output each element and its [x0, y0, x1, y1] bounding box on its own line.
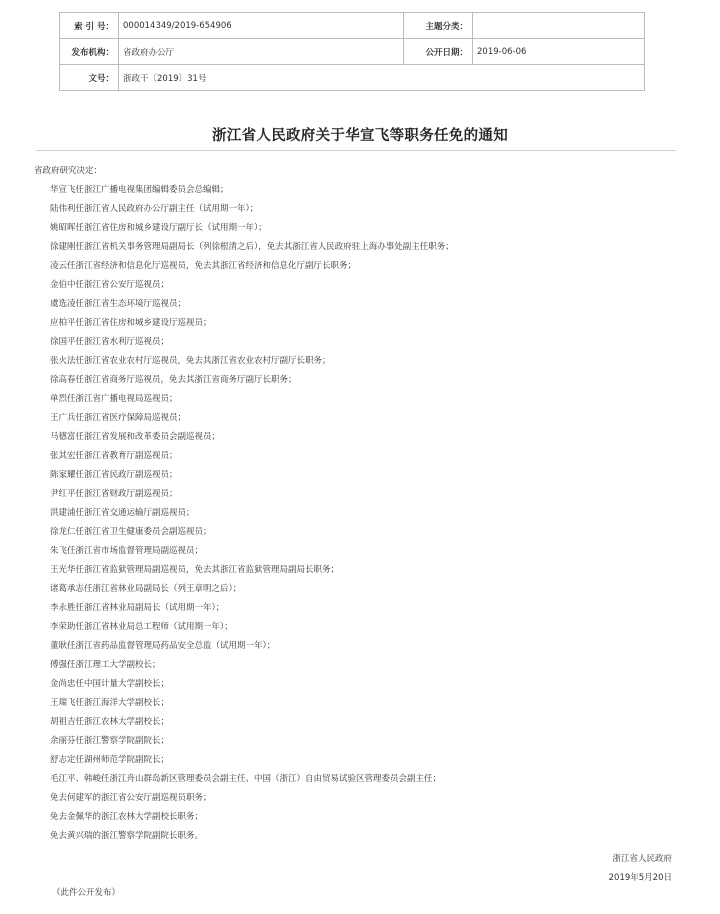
appointment-item: 洪建浦任浙江省交通运输厅副巡视员； [50, 508, 195, 518]
publication-note: （此件公开发布） [52, 888, 121, 898]
document-title: 浙江省人民政府关于华宣飞等职务任免的通知 [212, 128, 508, 144]
title-divider [36, 150, 676, 151]
appointment-item: 免去黄兴瑞的浙江警察学院副院长职务。 [50, 831, 204, 841]
appointment-item: 马德富任浙江省发展和改革委员会副巡视员； [50, 432, 221, 442]
appointment-item: 徐建刚任浙江省机关事务管理局副局长（列徐根清之后），免去其浙江省人民政府驻上海办事处副主任职务； [50, 242, 454, 252]
appointment-list [50, 181, 454, 846]
appointment-item: 姚昭晖任浙江省住房和城乡建设厅副厅长（试用期一年）； [50, 223, 267, 233]
appointment-item: 李永胜任浙江省林业局副局长（试用期一年）； [50, 603, 225, 613]
appointment-item: 李荣助任浙江省林业局总工程师（试用期一年）； [50, 622, 233, 632]
appointment-item: 虞选凌任浙江省生态环境厅巡视员； [50, 299, 187, 309]
appointment-item: 余丽芬任浙江警察学院副院长； [50, 736, 170, 746]
document-number-value: 浙政干〔2019〕31号 [119, 65, 645, 91]
document-metadata-table [59, 12, 645, 91]
appointment-item: 尹红平任浙江省财政厅副巡视员； [50, 489, 178, 499]
appointment-item: 徐龙仁任浙江省卫生健康委员会副巡视员； [50, 527, 212, 537]
appointment-item: 诸葛承志任浙江省林业局副局长（列王章明之后）； [50, 584, 242, 594]
signature-date: 2019年5月20日 [608, 873, 672, 883]
appointment-item: 徐国平任浙江省水利厅巡视员； [50, 337, 170, 347]
appointment-item: 金尚忠任中国计量大学副校长； [50, 679, 170, 689]
appointment-item: 陆伟利任浙江省人民政府办公厅副主任（试用期一年）； [50, 204, 259, 214]
category-value [473, 13, 645, 39]
appointment-item: 华宣飞任浙江广播电视集团编辑委员会总编辑； [50, 185, 229, 195]
appointment-item: 张火法任浙江省农业农村厅巡视员，免去其浙江省农业农村厅副厅长职务； [50, 356, 331, 366]
issuing-authority-signature: 浙江省人民政府 [612, 854, 672, 864]
appointment-item: 傅强任浙江理工大学副校长； [50, 660, 161, 670]
appointment-item: 舒志定任湖州师范学院副院长； [50, 755, 170, 765]
appointment-item: 胡祖吉任浙江农林大学副校长； [50, 717, 170, 727]
appointment-item: 王广兵任浙江省医疗保障局巡视员； [50, 413, 187, 423]
appointment-item: 免去金佩华的浙江农林大学副校长职务； [50, 812, 204, 822]
appointment-item: 董耿任浙江省药品监督管理局药品安全总监（试用期一年）； [50, 641, 276, 651]
appointment-item: 凌云任浙江省经济和信息化厅巡视员，免去其浙江省经济和信息化厅副厅长职务； [50, 261, 357, 271]
decision-intro: 省政府研究决定： [34, 166, 103, 176]
appointment-item: 应柏平任浙江省住房和城乡建设厅巡视员； [50, 318, 212, 328]
issuer-value: 省政府办公厅 [119, 39, 404, 65]
issuer-label: 发布机构： [60, 39, 119, 65]
index-value: 000014349/2019-654906 [119, 13, 404, 39]
appointment-item: 王瑞飞任浙江海洋大学副校长； [50, 698, 170, 708]
document-number-label: 文号： [60, 65, 119, 91]
publish-date-value: 2019-06-06 [473, 39, 645, 65]
appointment-item: 毛江平、韩峻任浙江舟山群岛新区管理委员会副主任、中国（浙江）自由贸易试验区管理委员会副主任； [50, 774, 442, 784]
metadata-row [60, 13, 645, 39]
appointment-item: 单烈任浙江省广播电视局巡视员； [50, 394, 178, 404]
metadata-row [60, 65, 645, 91]
appointment-item: 朱飞任浙江省市场监督管理局副巡视员； [50, 546, 204, 556]
publish-date-label: 公开日期： [404, 39, 473, 65]
appointment-item: 张其宏任浙江省教育厅副巡视员； [50, 451, 178, 461]
appointment-item: 陈家耀任浙江省民政厅副巡视员； [50, 470, 178, 480]
category-label: 主题分类： [404, 13, 473, 39]
appointment-item: 免去何建军的浙江省公安厅副巡视员职务； [50, 793, 212, 803]
metadata-row [60, 39, 645, 65]
appointment-item: 王光华任浙江省监狱管理局副巡视员，免去其浙江省监狱管理局副局长职务； [50, 565, 340, 575]
appointment-item: 金伯中任浙江省公安厅巡视员； [50, 280, 170, 290]
index-label: 索 引 号： [60, 13, 119, 39]
appointment-item: 徐高春任浙江省商务厅巡视员，免去其浙江省商务厅副厅长职务； [50, 375, 297, 385]
